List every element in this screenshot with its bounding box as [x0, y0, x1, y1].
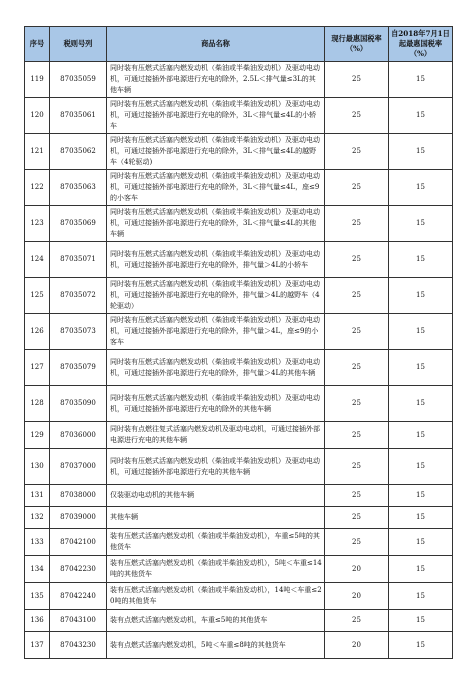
cell-product-name: 其他车辆	[107, 507, 325, 529]
cell-tariff-code: 87035090	[50, 386, 107, 422]
cell-current-rate: 25	[325, 422, 389, 449]
header-seq: 序号	[25, 27, 50, 62]
cell-new-rate: 15	[389, 242, 453, 278]
table-row	[25, 422, 453, 449]
cell-current-rate: 25	[325, 507, 389, 529]
cell-current-rate: 25	[325, 134, 389, 170]
cell-new-rate: 15	[389, 556, 453, 583]
header-tariff-code: 税则号列	[50, 27, 107, 62]
cell-tariff-code: 87043230	[50, 632, 107, 659]
table-row	[25, 314, 453, 350]
cell-product-name: 同时装有压燃式活塞内燃发动机（柴油或半柴油发动机）及驱动电动机，可通过接插外部电源进行充电的除外，排气量＞4L的小轿车	[107, 242, 325, 278]
cell-product-name: 同时装有压燃式活塞内燃发动机（柴油或半柴油发动机）及驱动电动机，可通过接插外部电源进行充电的除外，3L＜排气量≤4L的越野车（4轮驱动)	[107, 134, 325, 170]
cell-product-name: 装有点燃式活塞内燃发动机，5吨＜车重≤8吨的其他货车	[107, 632, 325, 659]
cell-tariff-code: 87042230	[50, 556, 107, 583]
cell-seq: 121	[25, 134, 50, 170]
cell-current-rate: 25	[325, 314, 389, 350]
table-row	[25, 350, 453, 386]
cell-seq: 128	[25, 386, 50, 422]
cell-seq: 137	[25, 632, 50, 659]
cell-new-rate: 15	[389, 386, 453, 422]
cell-seq: 120	[25, 98, 50, 134]
cell-tariff-code: 87035059	[50, 62, 107, 98]
cell-current-rate: 20	[325, 583, 389, 610]
table-row	[25, 507, 453, 529]
cell-new-rate: 15	[389, 134, 453, 170]
cell-seq: 126	[25, 314, 50, 350]
cell-tariff-code: 87035071	[50, 242, 107, 278]
cell-tariff-code: 87042100	[50, 529, 107, 556]
table-row	[25, 449, 453, 485]
cell-current-rate: 25	[325, 62, 389, 98]
cell-new-rate: 15	[389, 507, 453, 529]
cell-current-rate: 25	[325, 206, 389, 242]
cell-new-rate: 15	[389, 278, 453, 314]
cell-tariff-code: 87035062	[50, 134, 107, 170]
cell-current-rate: 20	[325, 632, 389, 659]
cell-current-rate: 25	[325, 242, 389, 278]
cell-new-rate: 15	[389, 170, 453, 206]
cell-current-rate: 25	[325, 529, 389, 556]
tariff-table-sheet	[24, 26, 452, 659]
header-product-name: 商品名称	[107, 27, 325, 62]
cell-seq: 130	[25, 449, 50, 485]
cell-seq: 125	[25, 278, 50, 314]
cell-product-name: 同时装有压燃式活塞内燃发动机（柴油或半柴油发动机）及驱动电动机，可通过接插外部电源进行充电的除外，排气量＞4L的其他车辆	[107, 350, 325, 386]
cell-product-name: 同时装有压燃式活塞内燃发动机（柴油或半柴油发动机）及驱动电动机，可通过接插外部电源进行充电的除外的其他车辆	[107, 386, 325, 422]
cell-product-name: 同时装有压燃式活塞内燃发动机（柴油或半柴油发动机）及驱动电动机，可通过接插外部电源进行充电的除外，排气量＞4L，座≤9的小客车	[107, 314, 325, 350]
cell-tariff-code: 87038000	[50, 485, 107, 507]
cell-tariff-code: 87043100	[50, 610, 107, 632]
cell-seq: 129	[25, 422, 50, 449]
cell-seq: 135	[25, 583, 50, 610]
cell-tariff-code: 87035073	[50, 314, 107, 350]
cell-new-rate: 15	[389, 62, 453, 98]
table-row	[25, 556, 453, 583]
cell-product-name: 同时装有压燃式活塞内燃发动机（柴油或半柴油发动机）及驱动电动机，可通过接插外部电源进行充电的其他车辆	[107, 449, 325, 485]
cell-new-rate: 15	[389, 449, 453, 485]
table-row	[25, 134, 453, 170]
cell-product-name: 装有压燃式活塞内燃发动机（柴油或半柴油发动机），车重≤5吨的其他货车	[107, 529, 325, 556]
cell-product-name: 装有压燃式活塞内燃发动机（柴油或半柴油发动机），5吨＜车重≤14吨的其他货车	[107, 556, 325, 583]
cell-seq: 119	[25, 62, 50, 98]
cell-current-rate: 25	[325, 350, 389, 386]
table-row	[25, 485, 453, 507]
cell-new-rate: 15	[389, 583, 453, 610]
cell-tariff-code: 87036000	[50, 422, 107, 449]
cell-seq: 132	[25, 507, 50, 529]
cell-seq: 127	[25, 350, 50, 386]
cell-new-rate: 15	[389, 632, 453, 659]
cell-current-rate: 20	[325, 556, 389, 583]
cell-tariff-code: 87042240	[50, 583, 107, 610]
cell-new-rate: 15	[389, 206, 453, 242]
cell-product-name: 同时装有压燃式活塞内燃发动机（柴油或半柴油发动机）及驱动电动机，可通过接插外部电源进行充电的除外，排气量＞4L的越野车（4轮驱动）	[107, 278, 325, 314]
cell-current-rate: 25	[325, 610, 389, 632]
cell-seq: 122	[25, 170, 50, 206]
table-row	[25, 170, 453, 206]
cell-tariff-code: 87035072	[50, 278, 107, 314]
cell-new-rate: 15	[389, 350, 453, 386]
cell-seq: 131	[25, 485, 50, 507]
table-row	[25, 62, 453, 98]
cell-new-rate: 15	[389, 529, 453, 556]
table-row	[25, 242, 453, 278]
cell-tariff-code: 87035079	[50, 350, 107, 386]
cell-tariff-code: 87037000	[50, 449, 107, 485]
cell-product-name: 同时装有点燃往复式活塞内燃发动机及驱动电动机，可通过接插外部电源进行充电的其他车辆	[107, 422, 325, 449]
cell-current-rate: 25	[325, 386, 389, 422]
table-row	[25, 386, 453, 422]
cell-product-name: 仅装驱动电动机的其他车辆	[107, 485, 325, 507]
cell-current-rate: 25	[325, 278, 389, 314]
header-current-mfn-rate: 现行最惠国税率（%）	[325, 27, 389, 62]
cell-seq: 124	[25, 242, 50, 278]
cell-new-rate: 15	[389, 485, 453, 507]
cell-seq: 133	[25, 529, 50, 556]
cell-current-rate: 25	[325, 485, 389, 507]
table-row	[25, 632, 453, 659]
cell-seq: 123	[25, 206, 50, 242]
cell-current-rate: 25	[325, 98, 389, 134]
cell-tariff-code: 87035061	[50, 98, 107, 134]
cell-new-rate: 15	[389, 610, 453, 632]
table-row	[25, 278, 453, 314]
cell-tariff-code: 87035069	[50, 206, 107, 242]
table-header-row	[25, 27, 453, 62]
table-row	[25, 610, 453, 632]
table-row	[25, 529, 453, 556]
cell-product-name: 装有压燃式活塞内燃发动机（柴油或半柴油发动机），14吨＜车重≤20吨的其他货车	[107, 583, 325, 610]
cell-tariff-code: 87039000	[50, 507, 107, 529]
cell-current-rate: 25	[325, 449, 389, 485]
cell-tariff-code: 87035063	[50, 170, 107, 206]
cell-current-rate: 25	[325, 170, 389, 206]
cell-product-name: 同时装有压燃式活塞内燃发动机（柴油或半柴油发动机）及驱动电动机，可通过接插外部电源进行充电的除外，3L＜排气量≤4L，座≤9的小客车	[107, 170, 325, 206]
table-row	[25, 98, 453, 134]
table-body	[25, 62, 453, 659]
cell-new-rate: 15	[389, 422, 453, 449]
cell-seq: 136	[25, 610, 50, 632]
cell-new-rate: 15	[389, 98, 453, 134]
cell-new-rate: 15	[389, 314, 453, 350]
cell-product-name: 同时装有压燃式活塞内燃发动机（柴油或半柴油发动机）及驱动电动机，可通过接插外部电源进行充电的除外，3L＜排气量≤4L的其他车辆	[107, 206, 325, 242]
cell-product-name: 同时装有压燃式活塞内燃发动机（柴油或半柴油发动机）及驱动电动机，可通过接插外部电源进行充电的除外，2.5L＜排气量≤3L的其他车辆	[107, 62, 325, 98]
cell-product-name: 装有点燃式活塞内燃发动机，车重≤5吨的其他货车	[107, 610, 325, 632]
cell-seq: 134	[25, 556, 50, 583]
table-row	[25, 583, 453, 610]
tariff-table	[24, 26, 453, 659]
table-row	[25, 206, 453, 242]
cell-product-name: 同时装有压燃式活塞内燃发动机（柴油或半柴油发动机）及驱动电动机，可通过接插外部电源进行充电的除外，3L＜排气量≤4L的小轿车	[107, 98, 325, 134]
header-new-mfn-rate: 自2018年7月1日起最惠国税率（%）	[389, 27, 453, 62]
